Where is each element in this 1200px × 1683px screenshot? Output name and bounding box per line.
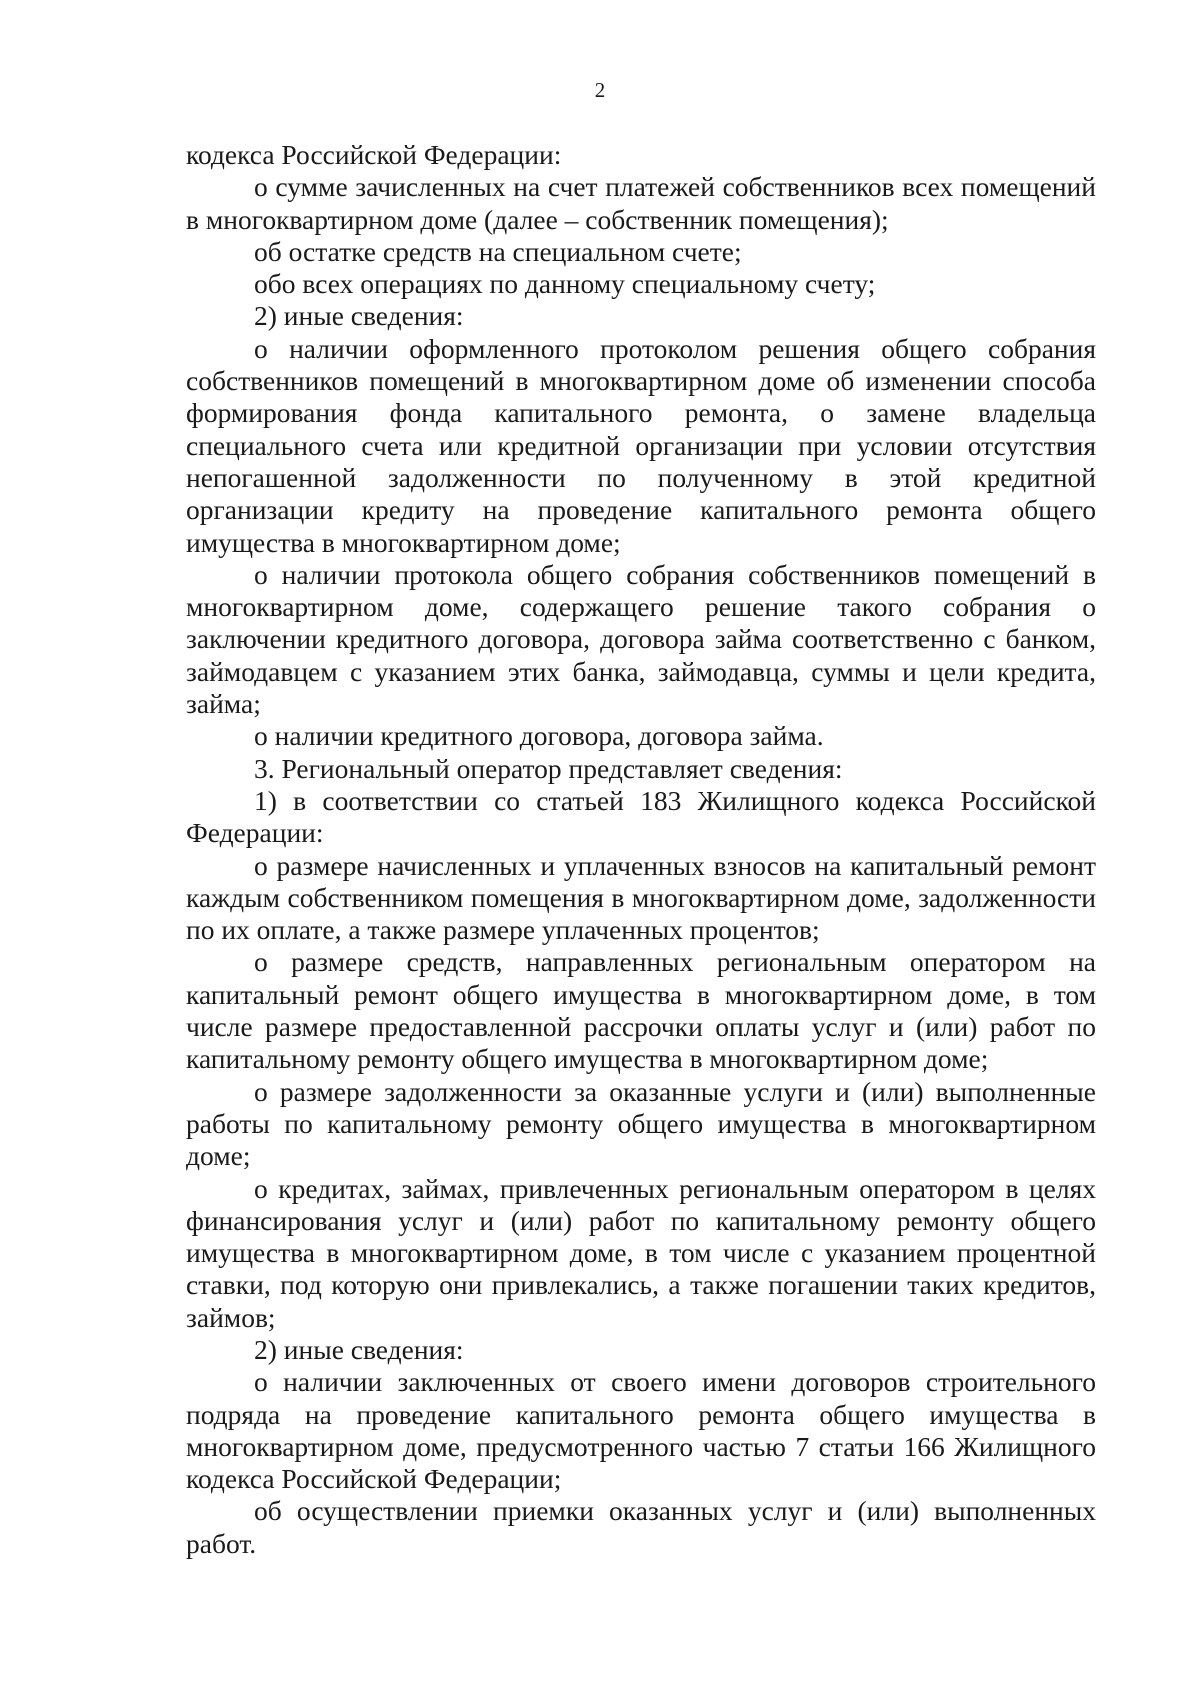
paragraph: о наличии оформленного протоколом решения общего собрания собственников помещений в многоквартирном доме об изменении способа формирования фонда капитального ремонта, о замене владельца специального счета или кредитной организации при условии отсутствия непогашенной задолженности по полученному в этой кредитной организации кредиту на проведение капитального ремонта общего имущества в многоквартирном доме; [186,332,1096,558]
paragraph: кодекса Российской Федерации: [186,139,562,170]
paragraph: о сумме зачисленных на счет платежей собственников всех помещений в многоквартирном доме (далее – собственник помещения); [186,171,1096,235]
paragraph: о размере средств, направленных региональным оператором на капитальный ремонт общего имущества в многоквартирном доме, в том числе размере предоставленной рассрочки оплаты услуг и (или) работ по капитальному ремонту общего имущества в многоквартирном доме; [186,946,1096,1075]
paragraph: об остатке средств на специальном счете; [254,235,742,267]
paragraph: об осуществлении приемки оказанных услуг и (или) выполненных работ. [186,1495,1096,1559]
paragraph: обо всех операциях по данному специальному счету; [254,268,876,300]
paragraph: о наличии заключенных от своего имени договоров строительного подряда на проведение капитального ремонта общего имущества в многоквартирном доме, предусмотренного частью 7 статьи 166 Жилищного кодекса Российской Федерации; [186,1366,1096,1495]
paragraph: о наличии кредитного договора, договора займа. [254,720,824,752]
paragraph: о кредитах, займах, привлеченных региональным оператором в целях финансирования услуг и (или) работ по капитальному ремонту общего имущества в многоквартирном доме, в том числе с указанием процентной ставки, под которую они привлекались, а также погашении таких кредитов, займов; [186,1172,1096,1333]
document-body [186,139,1096,1560]
paragraph: 2) иные сведения: [254,1333,464,1365]
paragraph: о размере задолженности за оказанные услуги и (или) выполненные работы по капитальному ремонту общего имущества в многоквартирном доме; [186,1075,1096,1172]
page-number: 2 [594,78,606,102]
paragraph: о наличии протокола общего собрания собственников помещений в многоквартирном доме, содержащего решение такого собрания о заключении кредитного договора, договора займа соответственно с банком, займодавцем с указанием этих банка, займодавца, суммы и цели кредита, займа; [186,558,1096,720]
paragraph: 1) в соответствии со статьей 183 Жилищного кодекса Российской Федерации: [186,784,1096,849]
paragraph: о размере начисленных и уплаченных взносов на капитальный ремонт каждым собственником помещения в многоквартирном доме, задолженности по их оплате, а также размере уплаченных процентов; [186,849,1096,946]
paragraph: 3. Региональный оператор представляет сведения: [254,752,843,784]
paragraph: 2) иные сведения: [254,300,464,332]
